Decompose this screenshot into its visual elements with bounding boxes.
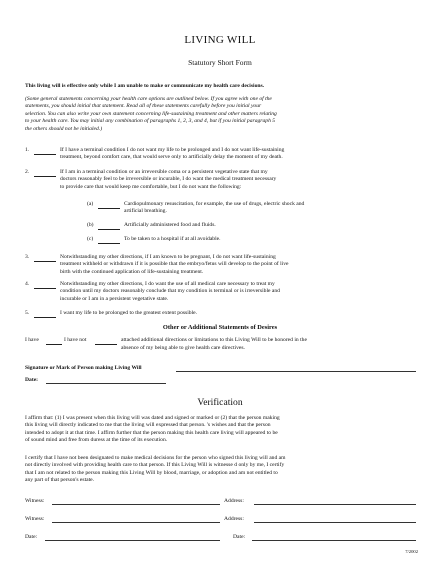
subitem-b-text: Artificially administered food and fluids.: [124, 222, 216, 228]
intro-line: statements, you should initial that statement. Read all of these statements carefully before you initial your: [25, 103, 262, 110]
intro-instructions: [25, 96, 277, 133]
item-line: artificial breathing.: [124, 208, 167, 215]
item-4-number: 4.: [25, 281, 30, 287]
subitem-b-letter: (b): [87, 222, 94, 228]
item-line: doctors reasonably feel to be irreversible or incurable, I do want the medical treatment necessary: [60, 176, 277, 183]
witness-2-line[interactable]: [52, 522, 220, 523]
item-4-initial-blank[interactable]: [34, 282, 56, 289]
item-3-initial-blank[interactable]: [34, 255, 56, 262]
witness-date-2-line[interactable]: [252, 540, 416, 541]
verification-paragraph-2: [25, 455, 286, 485]
item-2-text: [60, 169, 276, 191]
verif-line: I certify that I have not been designated to make medical decisions for the person who signed this living will and am: [25, 455, 286, 461]
item-line: treatment, beyond comfort care, that would serve only to artificially delay the moment of my death.: [60, 154, 283, 161]
address-1-label: Address:: [224, 498, 244, 504]
item-line: condition until my doctors reasonably conclude that my condition is terminal or is irreversible and: [60, 288, 280, 295]
item-3-number: 3.: [25, 254, 30, 260]
item-1-initial-blank[interactable]: [34, 148, 56, 155]
verif-line: any part of that person's estate.: [25, 477, 95, 484]
item-line: treatment withheld or withdrawn if it is possible that the embryo/fetus will develop to the point of live: [60, 261, 289, 268]
verif-line: this living will directly indicated to me that the living will expressed that person. 's wishes and that the person: [25, 422, 271, 429]
verif-line: not directly involved with providing health care to that person. If this Living Will is witnesse d only by me, I certify: [25, 462, 285, 469]
document-subtitle: Statutory Short Form: [188, 58, 252, 67]
subitem-a-letter: (a): [87, 201, 94, 207]
witness-2-label: Witness:: [25, 516, 45, 522]
i-have-not-label: I have not: [64, 337, 87, 343]
witness-date-1-label: Date:: [25, 534, 38, 540]
intro-line: selection. You can also write your own statement concerning life-sustaining treatment and other matters relating: [25, 110, 277, 117]
item-line: If I am in a terminal condition or an irreversible coma or a persistent vegetative state that my: [60, 169, 268, 175]
verification-paragraph-1: [25, 415, 280, 445]
attached-directions-text: attached additional directions or limitations to this Living Will to be honored in the: [121, 337, 307, 343]
verification-title: Verification: [197, 397, 243, 408]
item-5-number: 5.: [25, 310, 30, 316]
subitem-b-initial-blank[interactable]: [98, 223, 120, 230]
witness-1-label: Witness:: [25, 498, 45, 504]
item-line: to provide care that would keep me comfortable, but I do not want the following:: [60, 183, 242, 190]
subitem-c-initial-blank[interactable]: [98, 237, 120, 244]
intro-line: to your health care. You may initial any combination of paragraphs 1, 2, 3, and 4, but if you initial paragraph 5: [25, 118, 276, 125]
item-3-text: [60, 254, 289, 276]
subitem-a-initial-blank[interactable]: [98, 202, 120, 209]
witness-1-line[interactable]: [52, 504, 220, 505]
item-5-initial-blank[interactable]: [34, 311, 56, 318]
i-have-label: I have: [25, 337, 39, 343]
document-title: LIVING WILL: [184, 34, 256, 46]
signature-label: Signature or Mark of Person making Living Will: [25, 365, 142, 371]
i-have-not-blank[interactable]: [95, 338, 117, 345]
address-1-line[interactable]: [254, 504, 416, 505]
verif-line: of sound mind and free from duress at the time of its execution.: [25, 437, 168, 444]
witness-date-2-label: Date:: [233, 534, 246, 540]
item-5-text: I want my life to be prolonged to the greatest extent possible.: [60, 310, 198, 316]
item-4-text: [60, 281, 280, 303]
item-2-number: 2.: [25, 169, 30, 175]
intro-line: the others should not be initialed.): [25, 125, 103, 132]
verif-line: I affirm that: (1) I was present when this living will was dated and signed or marked or (2) that the person making: [25, 415, 280, 421]
signature-line[interactable]: [176, 371, 416, 372]
intro-statement: This living will is effective only while I am unable to make or communicate my health care decisions.: [25, 83, 265, 89]
attached-directions-text-2: absence of my being able to give health care directives.: [121, 345, 245, 351]
date-line[interactable]: [46, 383, 166, 384]
item-line: Notwithstanding my other directions, I do want the use of all medical care necessary to treat my: [60, 281, 275, 287]
item-1-text: [60, 147, 284, 162]
footer-date: 7/2002: [405, 549, 418, 554]
item-2-initial-blank[interactable]: [34, 170, 56, 177]
intro-line: (Some general statements concerning your health care options are outlined below. If you agree with one of the: [25, 96, 272, 102]
item-line: incurable or I am in a persistent vegetative state.: [60, 295, 169, 302]
witness-date-1-line[interactable]: [45, 540, 220, 541]
item-line: If I have a terminal condition I do not want my life to be prolonged and I do not want life-sustaining: [60, 147, 285, 153]
subitem-c-letter: (c): [87, 236, 94, 242]
address-2-label: Address:: [224, 516, 244, 522]
subitem-c-text: To be taken to a hospital if at all avoidable.: [124, 236, 221, 242]
item-line: Notwithstanding my other directions, if I am known to be pregnant, I do not want life-sustaining: [60, 254, 276, 260]
verif-line: intended to adopt it at that time. I affirm further that the person making this health care living will appeared to be: [25, 429, 278, 436]
address-2-line[interactable]: [254, 522, 416, 523]
subitem-a-text: [124, 201, 304, 216]
verif-line: that I am not related to the person making this Living Will by blood, marriage, or adoption and am not entitled to: [25, 469, 278, 476]
item-line: birth with the continued application of life-sustaining treatment.: [60, 268, 204, 275]
item-1-number: 1.: [25, 147, 30, 153]
item-line: Cardiopulmonary resuscitation, for example, the use of drugs, electric shock and: [124, 201, 305, 207]
date-label: Date:: [25, 377, 39, 383]
other-statements-heading: Other or Additional Statements of Desires: [162, 324, 278, 331]
i-have-blank[interactable]: [46, 338, 62, 345]
